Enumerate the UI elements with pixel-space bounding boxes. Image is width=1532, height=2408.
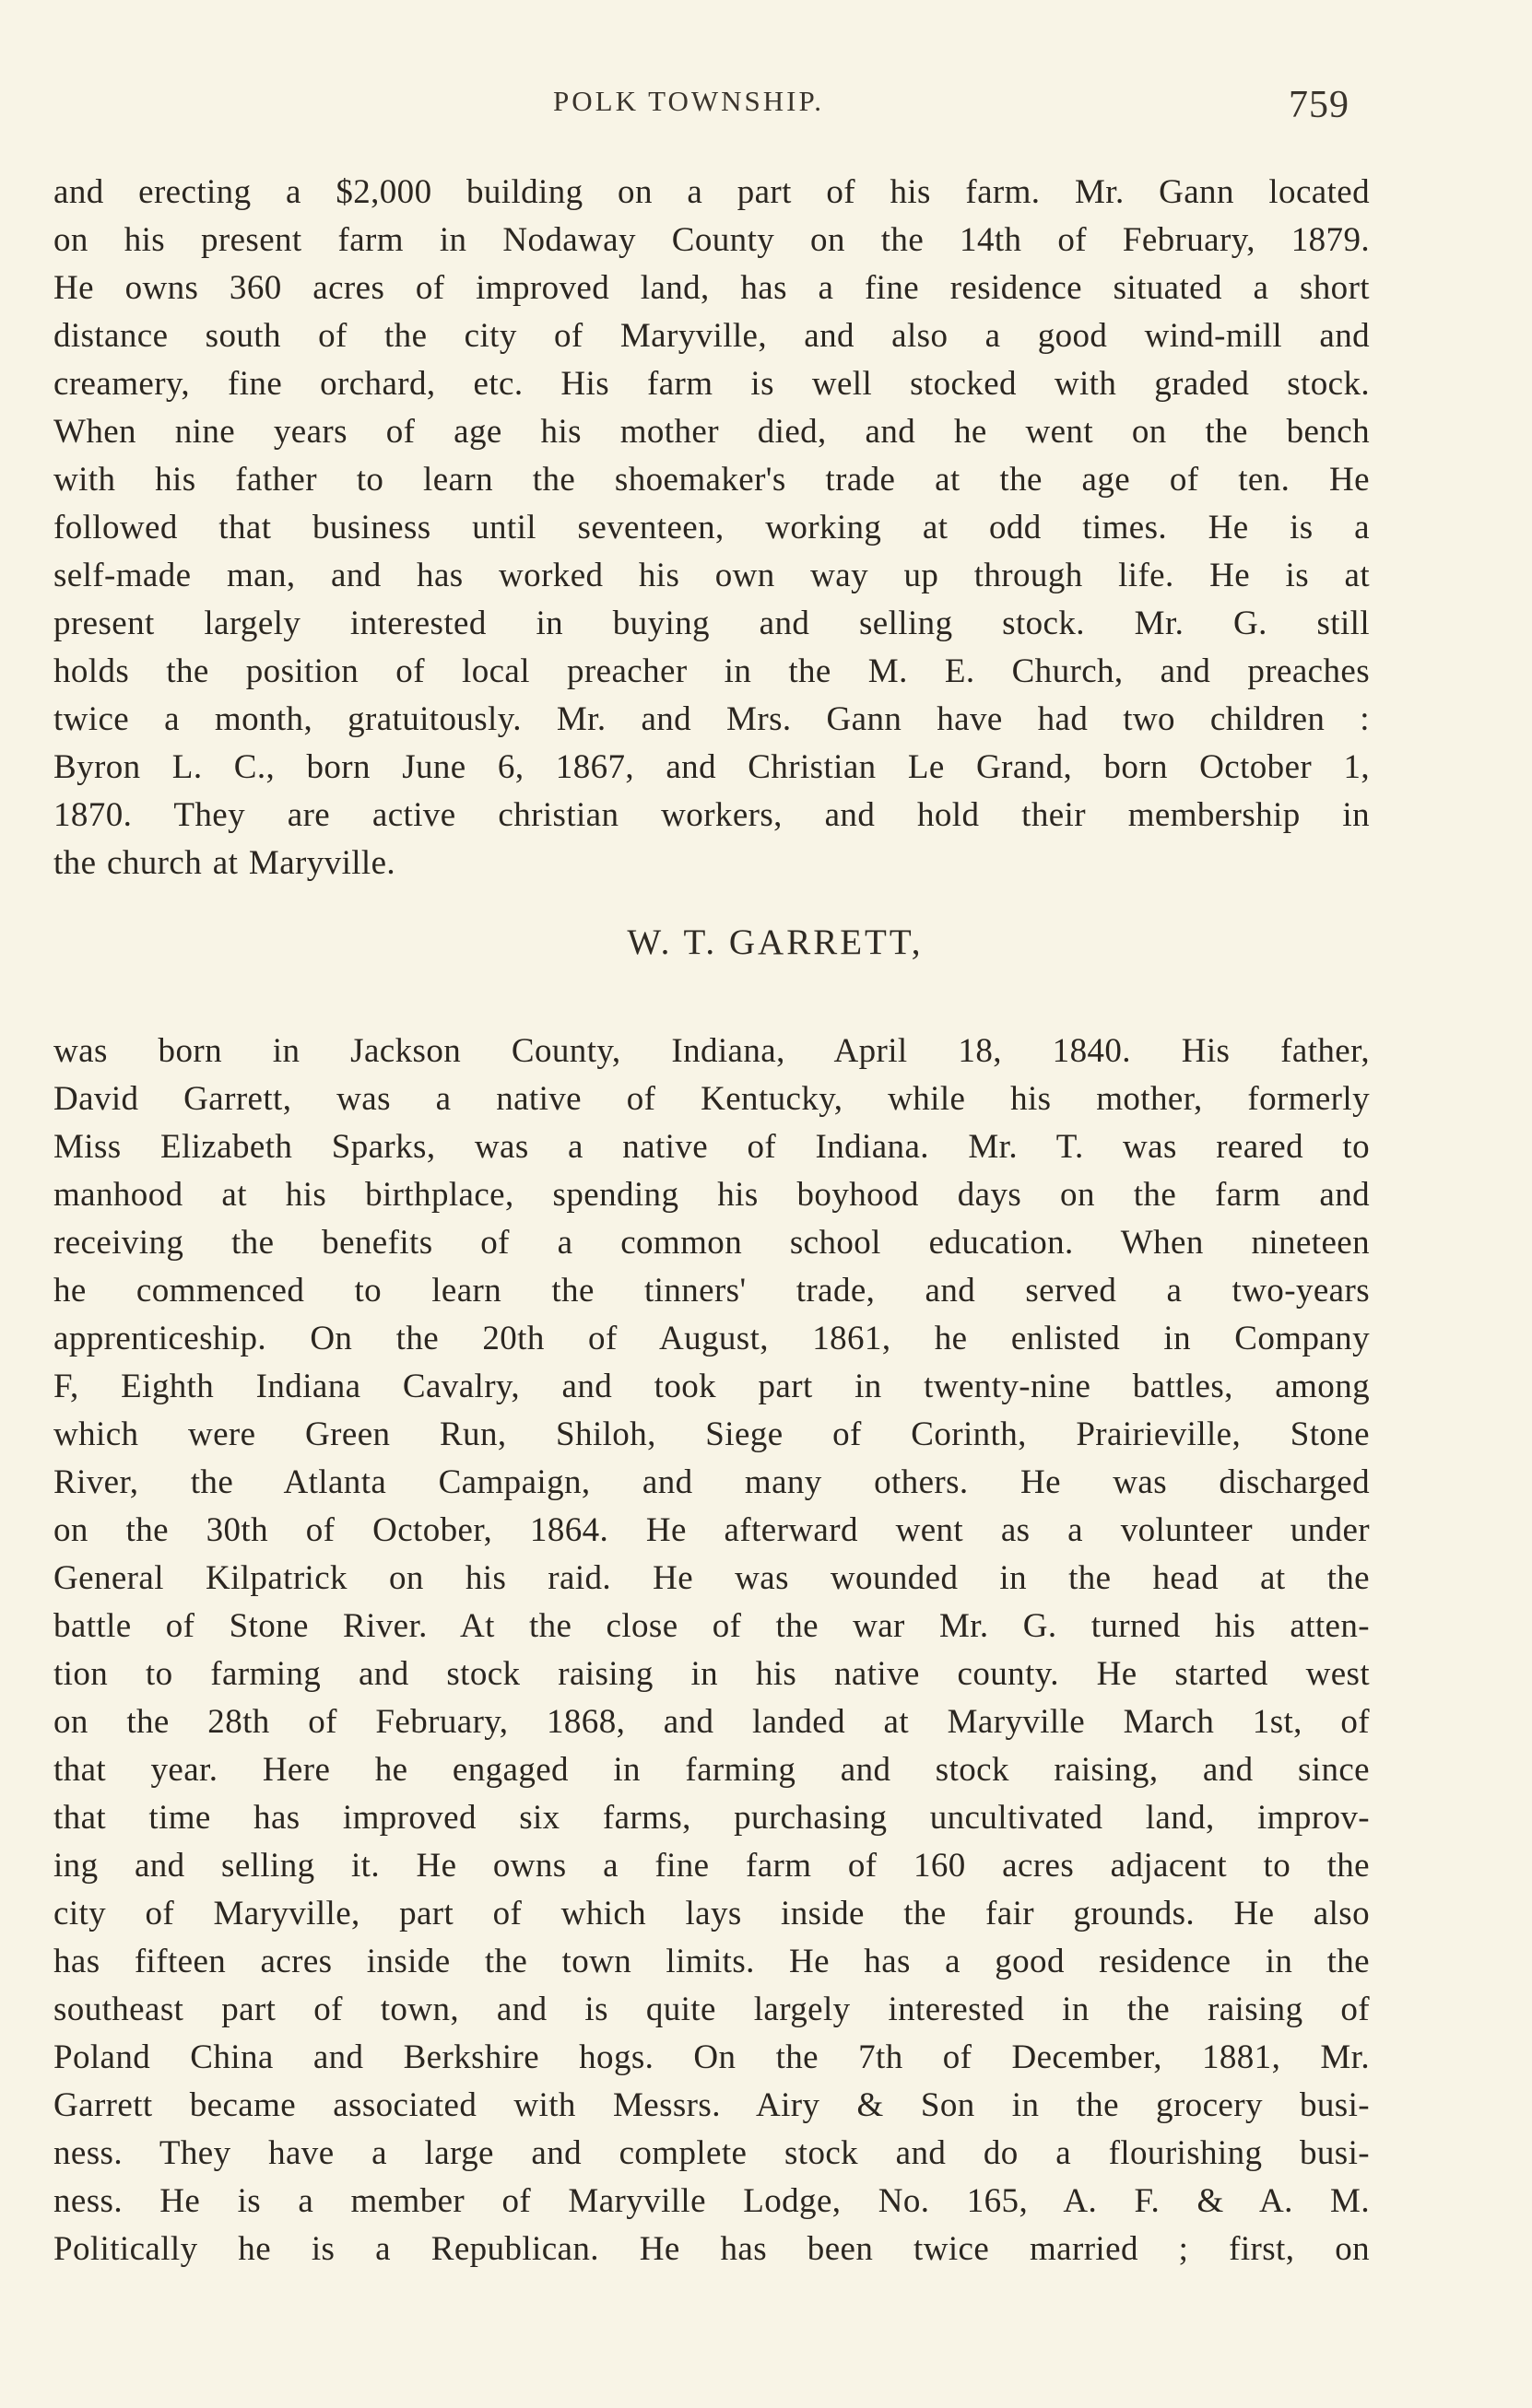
text-line: F, Eighth Indiana Cavalry, and took part in twenty-nine battles, among bbox=[53, 1368, 1370, 1405]
text-line: which were Green Run, Shiloh, Siege of Corinth, Prairieville, Stone bbox=[53, 1415, 1370, 1453]
text-line: city of Maryville, part of which lays inside the fair grounds. He also bbox=[53, 1895, 1370, 1932]
text-line: ness. He is a member of Maryville Lodge, No. 165, A. F. & A. M. bbox=[53, 2182, 1370, 2220]
text-line: When nine years of age his mother died, and he went on the bench bbox=[53, 413, 1370, 451]
text-line: Byron L. C., born June 6, 1867, and Christian Le Grand, born October 1, bbox=[53, 748, 1370, 786]
paragraph-garrett bbox=[53, 1028, 1370, 2273]
text-line: that time has improved six farms, purchasing uncultivated land, improv- bbox=[53, 1799, 1370, 1837]
text-line: River, the Atlanta Campaign, and many others. He was discharged bbox=[53, 1463, 1370, 1501]
text-line: southeast part of town, and is quite largely interested in the raising of bbox=[53, 1991, 1370, 2028]
text-line: battle of Stone River. At the close of the war Mr. G. turned his atten- bbox=[53, 1607, 1370, 1645]
text-line: 1870. They are active christian workers, and hold their membership in bbox=[53, 796, 1370, 834]
text-line: on the 30th of October, 1864. He afterward went as a volunteer under bbox=[53, 1511, 1370, 1549]
text-line: was born in Jackson County, Indiana, April 18, 1840. His father, bbox=[53, 1032, 1370, 1070]
text-line: creamery, fine orchard, etc. His farm is well stocked with graded stock. bbox=[53, 365, 1370, 403]
text-line: General Kilpatrick on his raid. He was wounded in the head at the bbox=[53, 1559, 1370, 1597]
text-line: on his present farm in Nodaway County on the 14th of February, 1879. bbox=[53, 221, 1370, 259]
text-line: David Garrett, was a native of Kentucky, while his mother, formerly bbox=[53, 1080, 1370, 1118]
text-line: distance south of the city of Maryville, and also a good wind-mill and bbox=[53, 317, 1370, 355]
paragraph-gann-continued bbox=[53, 169, 1370, 887]
running-header bbox=[0, 85, 1532, 140]
text-line: receiving the benefits of a common school education. When nineteen bbox=[53, 1224, 1370, 1262]
text-line: holds the position of local preacher in the M. E. Church, and preaches bbox=[53, 652, 1370, 690]
text-line: Poland China and Berkshire hogs. On the 7th of December, 1881, Mr. bbox=[53, 2038, 1370, 2076]
text-line: ness. They have a large and complete stock and do a flourishing busi- bbox=[53, 2134, 1370, 2172]
text-line: Garrett became associated with Messrs. Airy & Son in the grocery busi- bbox=[53, 2086, 1370, 2124]
text-line: has fifteen acres inside the town limits. He has a good residence in the bbox=[53, 1943, 1370, 1980]
text-line: He owns 360 acres of improved land, has a fine residence situated a short bbox=[53, 269, 1370, 307]
text-line: ing and selling it. He owns a fine farm of 160 acres adjacent to the bbox=[53, 1847, 1370, 1885]
text-line: Miss Elizabeth Sparks, was a native of Indiana. Mr. T. was reared to bbox=[53, 1128, 1370, 1166]
text-line: on the 28th of February, 1868, and landed at Maryville March 1st, of bbox=[53, 1703, 1370, 1741]
section-heading-garrett: W. T. GARRETT, bbox=[627, 922, 924, 962]
text-line: the church at Maryville. bbox=[53, 844, 396, 882]
text-line: Politically he is a Republican. He has been twice married ; first, on bbox=[53, 2230, 1370, 2268]
text-line: manhood at his birthplace, spending his boyhood days on the farm and bbox=[53, 1176, 1370, 1214]
text-line: tion to farming and stock raising in his native county. He started west bbox=[53, 1655, 1370, 1693]
text-line: followed that business until seventeen, working at odd times. He is a bbox=[53, 509, 1370, 546]
text-line: and erecting a $2,000 building on a part of his farm. Mr. Gann located bbox=[53, 173, 1370, 211]
page-number: 759 bbox=[1289, 84, 1349, 126]
text-line: present largely interested in buying and selling stock. Mr. G. still bbox=[53, 605, 1370, 642]
text-line: with his father to learn the shoemaker's trade at the age of ten. He bbox=[53, 461, 1370, 499]
running-title: POLK TOWNSHIP. bbox=[553, 85, 825, 117]
text-line: self-made man, and has worked his own way up through life. He is at bbox=[53, 557, 1370, 594]
text-line: he commenced to learn the tinners' trade, and served a two-years bbox=[53, 1272, 1370, 1310]
text-line: apprenticeship. On the 20th of August, 1861, he enlisted in Company bbox=[53, 1320, 1370, 1357]
text-line: twice a month, gratuitously. Mr. and Mrs. Gann have had two children : bbox=[53, 700, 1370, 738]
text-line: that year. Here he engaged in farming and stock raising, and since bbox=[53, 1751, 1370, 1789]
